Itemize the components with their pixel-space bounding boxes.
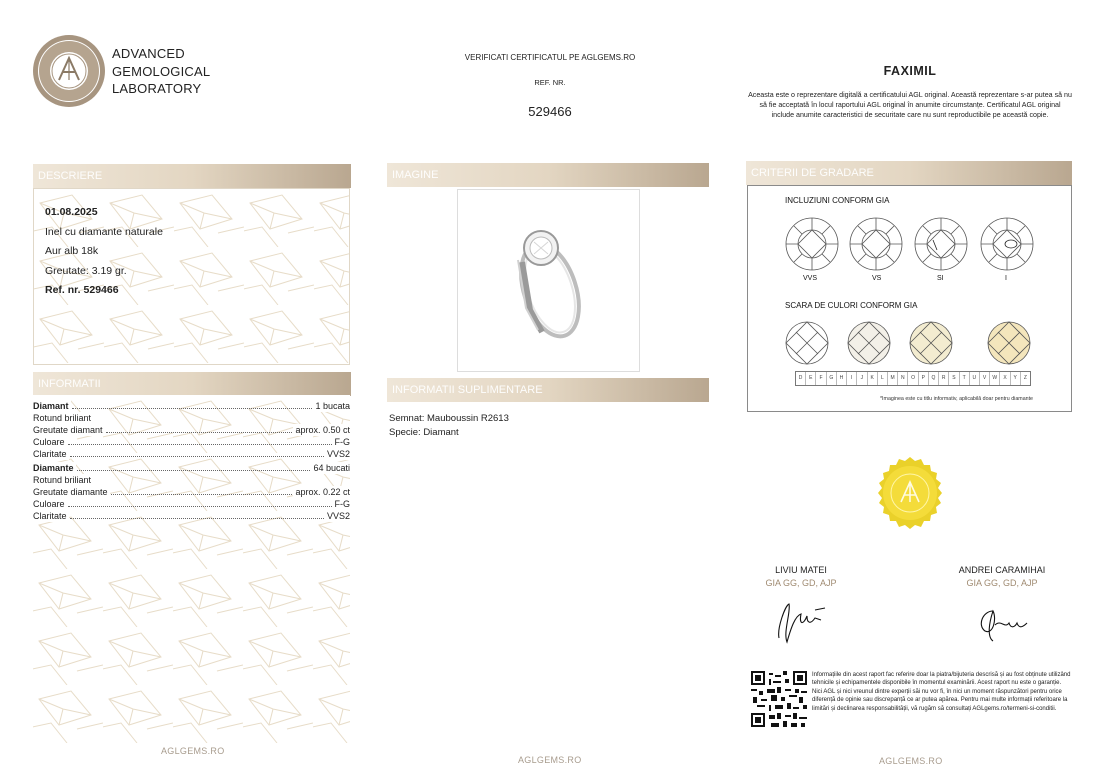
ref-number: 529466 <box>528 104 572 119</box>
info-row: Diamant 1 bucata <box>33 401 350 411</box>
qr-code-icon[interactable] <box>751 671 807 727</box>
informatii-header: INFORMATII <box>33 372 351 396</box>
desc-line-2: Aur alb 18k <box>45 245 99 257</box>
info-row: Diamante 64 bucati <box>33 463 350 473</box>
imagine-header: IMAGINE <box>387 163 709 187</box>
signature-2 <box>975 601 1031 645</box>
informatii-list <box>33 395 350 743</box>
supp-line-2: Specie: Diamant <box>389 427 459 438</box>
info-row: Rotund briliant <box>33 413 92 423</box>
color-scale-bar: D E F G H I J K L M N O P Q R S T U V W X Y Z <box>795 371 1031 386</box>
legal-disclaimer: Informațiile din acest raport fac referire doar la piatra/bijuteria descrisă și au fost obținute utilizând tehnicile și echipamentele disponibile în momentul examinării. Acest raport nu este o garanție. Nici AGL și nici vreunul dintre experții săi nu vor fi, în nici un moment răspunzători pentru orice diferență de opinie sau discrepanță ce ar putea apărea. Pentru mai multe informații referitoare la limitări și declinarea responsabilității, vă rugăm să consultați AGLgems.ro/termeni-si-conditii. <box>812 672 1071 712</box>
footer-center[interactable]: AGLGEMS.RO <box>518 755 582 765</box>
signature-1 <box>775 598 835 646</box>
footer-right[interactable]: AGLGEMS.RO <box>879 756 943 766</box>
supp-line-1: Semnat: Mauboussin R2613 <box>389 413 509 424</box>
signer-2-name: ANDREI CARAMIHAI <box>958 565 1046 575</box>
inclusion-diagrams <box>780 212 1050 292</box>
desc-line-1: Inel cu diamante naturale <box>45 226 163 238</box>
signer-1-name: LIVIU MATEI <box>775 565 827 575</box>
info-row: Greutate diamante aprox. 0.22 ct <box>33 487 350 497</box>
verify-text: VERIFICATI CERTIFICATUL PE AGLGEMS.RO <box>464 53 636 62</box>
colors-title: SCARA DE CULORI CONFORM GIA <box>785 301 918 310</box>
suplimentare-header: INFORMATII SUPLIMENTARE <box>387 378 709 402</box>
desc-line-3: Greutate: 3.19 gr. <box>45 265 127 277</box>
signer-2-credentials: GIA GG, GD, AJP <box>966 578 1038 588</box>
inclusion-label-si: SI <box>937 275 944 282</box>
footer-left[interactable]: AGLGEMS.RO <box>161 746 225 756</box>
descriere-box <box>33 188 350 365</box>
agl-seal-logo <box>32 34 106 108</box>
inclusions-title: INCLUZIUNI CONFORM GIA <box>785 196 890 205</box>
info-row: Claritate VVS2 <box>33 511 350 521</box>
inclusion-label-i: I <box>1005 275 1007 282</box>
gold-seal-icon <box>873 456 947 530</box>
faximil-text: Aceasta este o reprezentare digitală a certificatului AGL original. Această reprezentare s-ar putea să nu să fie acceptată în locul raportului AGL original în anumite circumstanțe. Certificatul AGL original include anumite caracteristici de securitate care nu sunt reproductibile pe această copie. <box>748 91 1072 119</box>
descriere-header: DESCRIERE <box>33 164 351 188</box>
signer-1-credentials: GIA GG, GD, AJP <box>765 578 837 588</box>
inclusion-label-vvs: VVS <box>803 275 818 282</box>
info-row: Rotund briliant <box>33 475 92 485</box>
info-row: Culoare F-G <box>33 499 350 509</box>
faximil-title: FAXIMIL <box>883 64 937 78</box>
lab-name: ADVANCED GEMOLOGICAL LABORATORY <box>112 46 211 96</box>
info-row: Claritate VVS2 <box>33 449 350 459</box>
ring-image <box>457 189 640 372</box>
ref-label: REF. NR. <box>534 78 566 87</box>
ring-icon <box>458 190 639 371</box>
grading-note: *Imaginea este cu titlu informativ, aplicabilă doar pentru diamante <box>880 396 1034 402</box>
info-row: Greutate diamant aprox. 0.50 ct <box>33 425 350 435</box>
info-row: Culoare F-G <box>33 437 350 447</box>
desc-ref: Ref. nr. 529466 <box>45 284 119 296</box>
color-scale-diagrams <box>780 318 1050 368</box>
inclusion-label-vs: VS <box>872 275 882 282</box>
criterii-header: CRITERII DE GRADARE <box>746 161 1072 185</box>
cert-date: 01.08.2025 <box>45 206 98 218</box>
